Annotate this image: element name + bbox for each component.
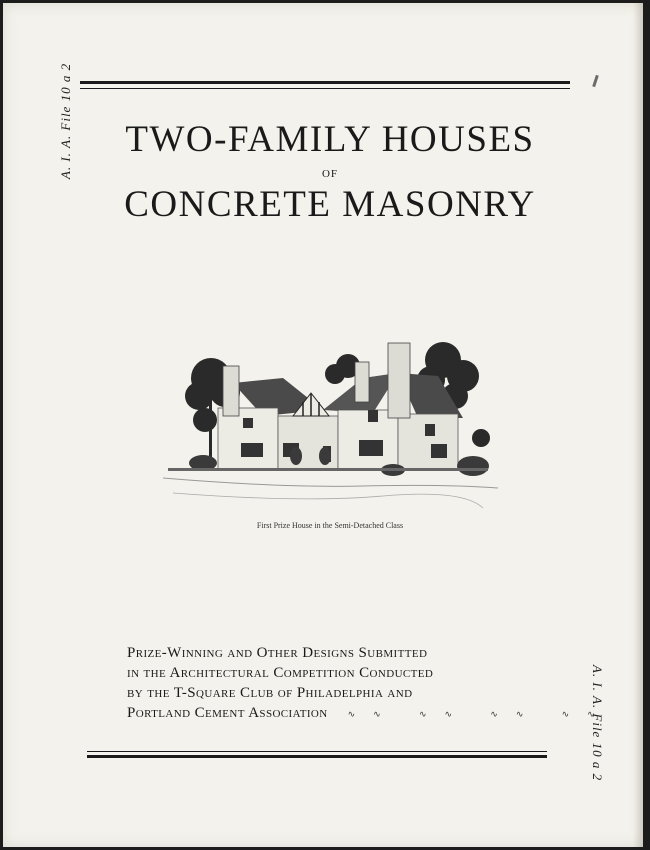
illustration-caption: First Prize House in the Semi-Detached Class (256, 521, 404, 530)
subtitle-line-3: by the T-Square Club of Philadelphia and (127, 685, 413, 701)
subtitle-line-4-text: Portland Cement Association (127, 705, 328, 721)
bottom-rule-thin (87, 751, 547, 752)
cover-page (3, 3, 643, 847)
ink-mark (592, 75, 599, 87)
subtitle-line-4 (127, 703, 613, 724)
ornament-icons: ∿∿ ∿∿ ∿∿ ∿∿ (347, 708, 613, 719)
top-rule-thick (80, 81, 570, 84)
bottom-rule-thick (87, 755, 547, 758)
subtitle-line-1: Prize-Winning and Other Designs Submitted (127, 645, 428, 661)
title-line-1: TWO-FAMILY HOUSES (125, 119, 535, 160)
subtitle-line-2: in the Architectural Competition Conducted (127, 665, 434, 681)
file-label-right: A. I. A. File 10 a 2 (590, 664, 605, 782)
title-of: OF (321, 168, 339, 180)
title-line-2: CONCRETE MASONRY (124, 184, 536, 225)
house-illustration-icon (163, 338, 498, 516)
file-label-left: A. I. A. File 10 a 2 (58, 62, 73, 180)
top-rule-thin (80, 88, 570, 89)
